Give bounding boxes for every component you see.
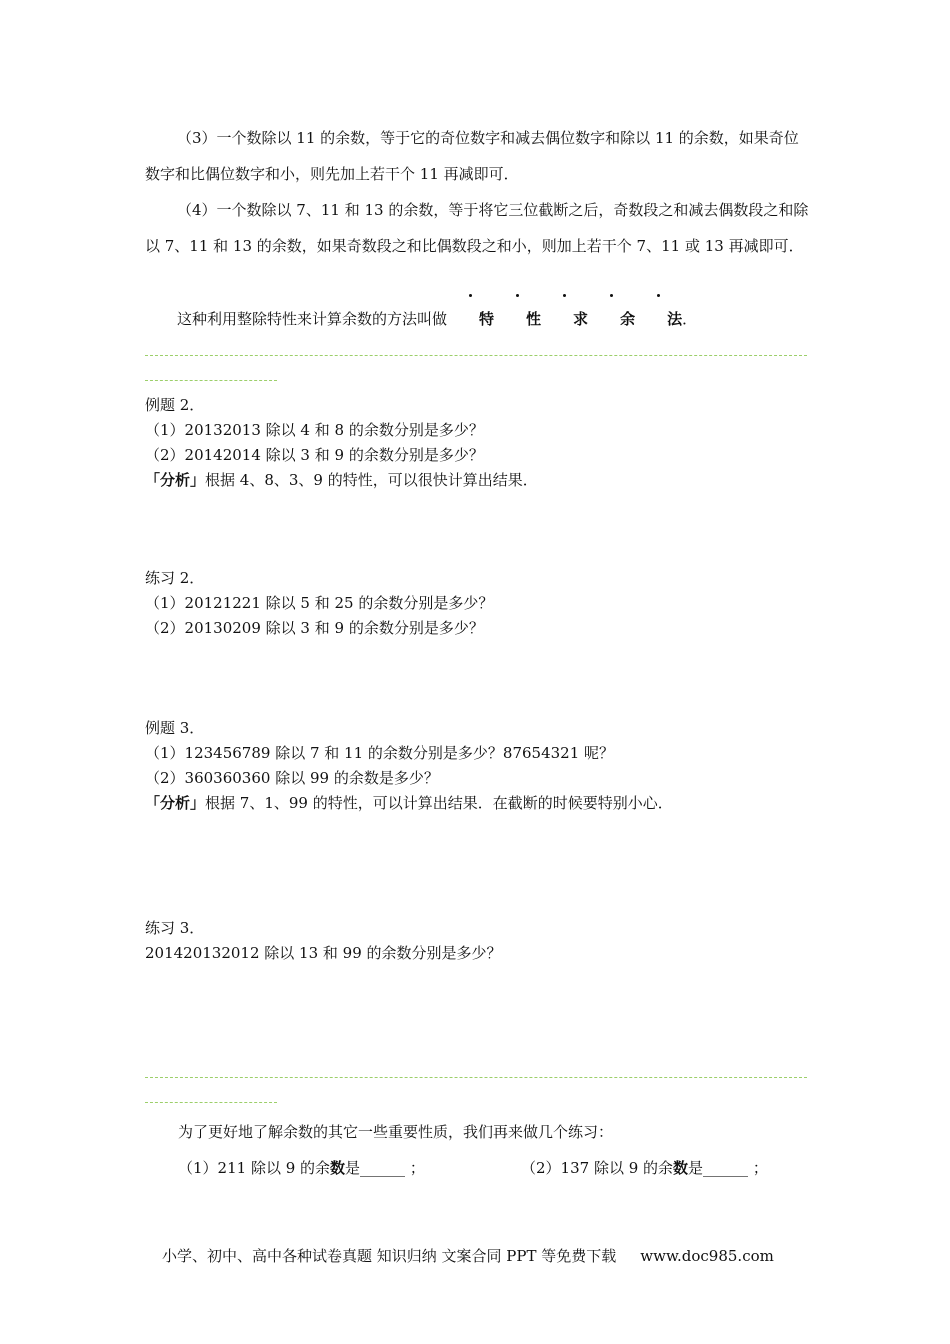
example-2-analysis (145, 470, 538, 490)
fill-question-1-bold: 数 (330, 1159, 346, 1177)
method-term-char: 性 (494, 301, 541, 337)
method-term-char: 余 (588, 301, 635, 337)
practice-2-title: 练习 2． (145, 569, 205, 587)
rule-3-paragraph: （3）一个数除以 11 的余数，等于它的奇位数字和减去偶位数字和除以 11 的余数，如果奇位数字和比偶位数字和小，则先加上若干个 11 再减即可． (145, 129, 799, 183)
method-term-char: 法 (635, 301, 682, 337)
fill-question-2 (521, 1157, 768, 1179)
analysis-tag: 「分析」 (145, 794, 206, 812)
method-paragraph (145, 301, 810, 337)
page-footer (162, 1245, 774, 1266)
section-divider-continued (145, 380, 277, 381)
analysis-text: 根据 4、8、3、9 的特性，可以很快计算出结果． (205, 471, 538, 489)
method-term (447, 310, 682, 328)
example-2-title: 例题 2． (145, 396, 205, 414)
practice-2-question-1: （1）20121221 除以 5 和 25 的余数分别是多少？ (145, 594, 494, 612)
practice-3-question: 201420132012 除以 13 和 99 的余数分别是多少？ (145, 944, 502, 962)
method-suffix: ． (682, 310, 698, 328)
section-divider (145, 355, 807, 356)
section-divider (145, 1077, 807, 1078)
example-3-analysis (145, 793, 673, 813)
practice-2-question-2: （2）20130209 除以 3 和 9 的余数分别是多少？ (145, 619, 484, 637)
fill-question-1-prefix: （1）211 除以 9 的余 (178, 1159, 331, 1177)
fill-question-2-blank: 是______ ； (688, 1159, 768, 1177)
practice-3-title: 练习 3． (145, 919, 205, 937)
method-term-char: 求 (541, 301, 588, 337)
example-3-question-2: （2）360360360 除以 99 的余数是多少？ (145, 769, 439, 787)
rule-4-paragraph: （4）一个数除以 7、11 和 13 的余数，等于将它三位截断之后，奇数段之和减去偶数段之和除以 7、11 和 13 的余数，如果奇数段之和比偶数段之和小，则加上若干个 7、11 或 13 再减即可． (145, 201, 809, 255)
method-term-char: 特 (447, 301, 494, 337)
example-2-question-2: （2）20142014 除以 3 和 9 的余数分别是多少？ (145, 446, 484, 464)
example-3-question-1: （1）123456789 除以 7 和 11 的余数分别是多少？87654321 呢？ (145, 744, 615, 762)
closing-intro: 为了更好地了解余数的其它一些重要性质，我们再来做几个练习： (178, 1123, 614, 1141)
example-2-question-1: （1）20132013 除以 4 和 8 的余数分别是多少？ (145, 421, 484, 439)
fill-question-2-prefix: （2）137 除以 9 的余 (521, 1159, 674, 1177)
analysis-tag: 「分析」 (145, 471, 206, 489)
example-3-title: 例题 3． (145, 719, 205, 737)
footer-site-link[interactable]: www.doc985.com (640, 1247, 774, 1265)
section-divider-continued (145, 1102, 277, 1103)
fill-question-1-blank: 是______ ； (345, 1159, 425, 1177)
fill-question-1 (178, 1157, 425, 1179)
analysis-text: 根据 7、1、99 的特性，可以计算出结果．在截断的时候要特别小心． (205, 794, 673, 812)
fill-question-2-bold: 数 (673, 1159, 689, 1177)
method-prefix: 这种利用整除特性来计算余数的方法叫做 (177, 310, 448, 328)
footer-text: 小学、初中、高中各种试卷真题 知识归纳 文案合同 PPT 等免费下载 (162, 1247, 617, 1265)
